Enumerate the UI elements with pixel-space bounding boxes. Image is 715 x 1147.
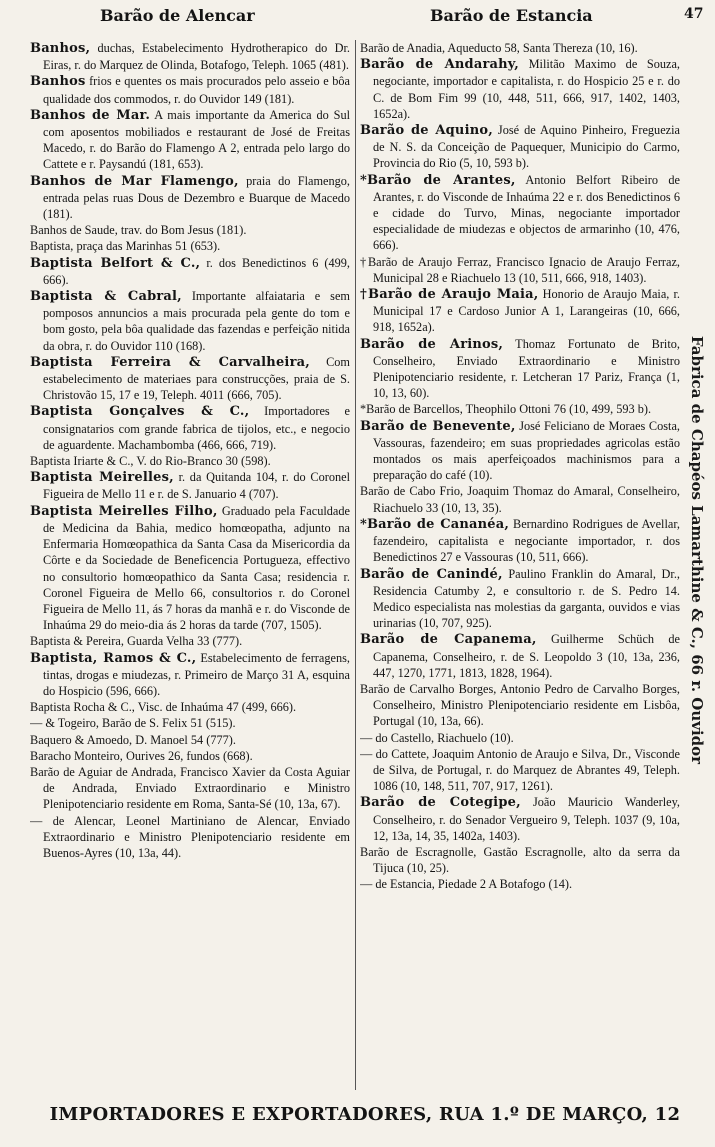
directory-entry bbox=[30, 403, 350, 453]
directory-entry bbox=[360, 844, 680, 876]
directory-entry bbox=[30, 73, 350, 106]
entry-text: duchas, Estabelecimento Hydrotherapico do Dr. Eiras, r. do Marquez de Olinda, Botafogo, Teleph. 1065 (481). bbox=[43, 41, 350, 73]
directory-entry bbox=[360, 56, 680, 122]
entry-text: Thomaz Fortunato de Brito, Conselheiro, Enviado Extraordinario e Ministro Plenipotenciario residente, r. Letcheran 17 Pariz, França (1, 10, 13, 60). bbox=[373, 336, 680, 401]
page-number: 47 bbox=[684, 6, 704, 22]
directory-entry bbox=[30, 107, 350, 173]
entry-text: — & Togeiro, Barão de S. Felix 51 (515). bbox=[30, 716, 236, 731]
directory-entry bbox=[30, 813, 350, 862]
directory-entry bbox=[360, 566, 680, 632]
directory-entry bbox=[360, 681, 680, 730]
directory-entry bbox=[360, 516, 680, 566]
entry-heading: Barão de Cotegipe, bbox=[360, 795, 521, 811]
entry-text: Barão de Escragnolle, Gastão Escragnolle, alto da serra da Tijuca (10, 25). bbox=[360, 844, 680, 876]
entry-heading: *Barão de Arantes, bbox=[360, 172, 516, 188]
entry-heading: Barão de Benevente, bbox=[360, 418, 516, 434]
directory-entry bbox=[360, 286, 680, 336]
header-right: Barão de Estancia bbox=[430, 6, 593, 25]
entry-text: r. dos Benedictinos 6 (499, 666). bbox=[43, 255, 350, 287]
entry-text: Bernardino Rodrigues de Avellar, fazendeiro, capitalista e negociante importador, r. dos Benedictinos 27 e Vassouras (10, 511, 666). bbox=[373, 516, 680, 565]
directory-entry bbox=[30, 503, 350, 634]
entry-text: †Barão de Araujo Ferraz, Francisco Ignacio de Araujo Ferraz, Municipal 28 e Riachuelo 13 (10, 511, 666, 918, 1403). bbox=[360, 254, 680, 285]
directory-entry bbox=[30, 354, 350, 404]
directory-entry bbox=[30, 453, 350, 469]
entry-text: Barão de Aguiar de Andrada, Francisco Xavier da Costa Aguiar de Andrada, Enviado Extraordinario e Ministro Plenipotenciario residente em Roma, Santa-Sé (10, 13a, 67). bbox=[30, 764, 350, 812]
directory-entry bbox=[30, 173, 350, 223]
entry-text: Baptista Rocha & C., Visc. de Inhaúma 47 (499, 666). bbox=[30, 700, 297, 715]
directory-entry bbox=[360, 122, 680, 172]
entry-text: Banhos de Saude, trav. do Bom Jesus (181). bbox=[30, 223, 247, 238]
directory-entry bbox=[360, 172, 680, 254]
directory-entry bbox=[360, 336, 680, 402]
entry-heading: Banhos de Mar Flamengo, bbox=[30, 173, 239, 189]
entry-heading: *Barão de Cananéa, bbox=[360, 516, 510, 532]
entry-heading: Baptista Belfort & C., bbox=[30, 255, 201, 271]
entry-text: Baptista Iriarte & C., V. do Rio-Branco 30 (598). bbox=[30, 454, 271, 469]
entry-text: Baptista & Pereira, Guarda Velha 33 (777). bbox=[30, 634, 243, 649]
entry-text: — de Alencar, Leonel Martiniano de Alencar, Enviado Extraordinario e Ministro Plenipotenciario residente em Buenos-Ayres (10, 13a, 44). bbox=[30, 813, 350, 860]
directory-entry bbox=[360, 254, 680, 286]
entry-heading: Banhos, bbox=[30, 41, 91, 56]
entry-text: José de Aquino Pinheiro, Freguezia de N. S. da Conceição de Paquequer, Municipio do Carmo, Provincia do Rio (5, 10, 593 b). bbox=[373, 123, 680, 171]
directory-entry bbox=[30, 255, 350, 288]
directory-entry bbox=[30, 748, 350, 764]
entry-heading: †Barão de Araujo Maia, bbox=[360, 287, 539, 303]
side-advert-text: Fabrica de Chapéos Lamarthine & C., 66 r. Ouvidor bbox=[688, 335, 706, 765]
directory-entry bbox=[30, 715, 350, 731]
directory-entry bbox=[30, 238, 350, 254]
left-column bbox=[30, 40, 350, 1090]
entry-text: Antonio Belfort Ribeiro de Arantes, r. do Visconde de Inhaúma 22 e r. dos Benedictinos 6 e cidade do Turvo, Minas, negociante importador especialidade de miudezas e objectos de armarinho (10, 476, 666). bbox=[373, 172, 680, 253]
entry-heading: Barão de Arinos, bbox=[360, 336, 504, 352]
entry-heading: Barão de Canindé, bbox=[360, 566, 503, 582]
entry-text: praia do Flamengo, entrada pelas ruas Dous de Dezembro e Buarque de Macedo (181). bbox=[43, 173, 350, 222]
directory-entry bbox=[360, 794, 680, 844]
entry-text: Importadores e consignatarios com grande fabrica de tijolos, etc., e negocio de aguardente. Machambomba (466, 666, 719). bbox=[43, 404, 350, 452]
entry-heading: Baptista Gonçalves & C., bbox=[30, 404, 250, 420]
entry-heading: Banhos bbox=[30, 74, 86, 90]
entry-text: Paulino Franklin do Amaral, Dr., Residencia Catumby 2, e consultorio r. de S. Pedro 14. Medico especialista nas molestias da garganta, ouvidos e vias urinarias (10, 707, 925). bbox=[373, 566, 680, 631]
right-column bbox=[360, 40, 680, 1090]
entry-text: A mais importante da America do Sul com aposentos mobiliados e restaurant de José de Freitas Macedo, r. do Barão do Flamengo A 2, entrada pelo largo do Cattete e r. Paysandú (181, 653). bbox=[43, 107, 350, 172]
directory-entry bbox=[30, 633, 350, 649]
directory-entry bbox=[360, 418, 680, 484]
entry-text: Estabelecimento de ferragens, tintas, drogas e miudezas, r. Primeiro de Março 31 A, esquina do Hospicio (596, 666). bbox=[43, 650, 350, 698]
column-divider bbox=[355, 40, 356, 1090]
entry-text: Baquero & Amoedo, D. Manoel 54 (777). bbox=[30, 732, 236, 747]
directory-entry bbox=[360, 40, 680, 56]
entry-heading: Baptista Meirelles Filho, bbox=[30, 503, 218, 519]
directory-entry bbox=[30, 699, 350, 715]
entry-text: — de Estancia, Piedade 2 A Botafogo (14). bbox=[360, 877, 573, 892]
entry-text: Baracho Monteiro, Ourives 26, fundos (668). bbox=[30, 748, 253, 763]
entry-text: — do Castello, Riachuelo (10). bbox=[360, 730, 514, 745]
entry-text: frios e quentes os mais procurados pelo asseio e bôa qualidade dos commodos, r. do Ouvidor 149 (181). bbox=[43, 74, 350, 106]
directory-entry bbox=[30, 469, 350, 502]
footer-advertisement: IMPORTADORES E EXPORTADORES, RUA 1.º DE MARÇO, 12 bbox=[49, 1104, 681, 1125]
directory-entry bbox=[30, 650, 350, 700]
entry-text: Barão de Anadia, Aqueducto 58, Santa Thereza (10, 16). bbox=[360, 41, 638, 55]
entry-heading: Baptista, Ramos & C., bbox=[30, 650, 197, 666]
entry-heading: Baptista & Cabral, bbox=[30, 289, 182, 305]
entry-text: Militão Maximo de Souza, negociante, importador e capitalista, r. do Hospicio 25 e r. do C. de Bom Fim 99 (10, 448, 511, 666, 917, 1402, 1403, 1652a). bbox=[373, 57, 680, 121]
entry-text: Barão de Carvalho Borges, Antonio Pedro de Carvalho Borges, Conselheiro, Ministro Plenipotenciario residente em Lisbôa, Portugal (10, 13a, 66). bbox=[360, 681, 680, 729]
directory-entry bbox=[30, 732, 350, 748]
entry-text: r. da Quitanda 104, r. do Coronel Figueira de Mello 11 e r. de S. Januario 4 (707). bbox=[43, 470, 350, 502]
entry-text: João Mauricio Wanderley, Conselheiro, r. do Senador Vergueiro 9, Teleph. 1037 (9, 10a, 12, 13a, 14, 35, 1402a, 1403). bbox=[373, 795, 680, 843]
entry-text: *Barão de Barcellos, Theophilo Ottoni 76 (10, 499, 593 b). bbox=[360, 402, 652, 417]
directory-entry bbox=[360, 401, 680, 417]
entry-text: Importante alfaiataria e sem pomposos annuncios a mais procurada pela gente do tom e bom gosto, pela bôa qualidade das fazendas e perfeição nitida da obra, r. do Ouvidor 110 (168). bbox=[43, 289, 350, 353]
entry-text: Com estabelecimento de materiaes para construcções, praia de S. Christovão 15, 17 e 19, Teleph. 4011 (666, 705). bbox=[43, 354, 350, 403]
entry-heading: Baptista Ferreira & Carvalheira, bbox=[30, 354, 310, 370]
running-header bbox=[0, 4, 715, 28]
entry-heading: Barão de Capanema, bbox=[360, 632, 537, 648]
directory-entry bbox=[30, 288, 350, 354]
directory-entry bbox=[30, 40, 350, 73]
directory-entry bbox=[30, 222, 350, 238]
entry-text: Barão de Cabo Frio, Joaquim Thomaz do Amaral, Conselheiro, Riachuelo 33 (10, 13, 35). bbox=[360, 484, 680, 515]
entry-heading: Baptista Meirelles, bbox=[30, 470, 174, 486]
entry-text: José Feliciano de Moraes Costa, Vassouras, fazendeiro; em suas propriedades agricolas estão montados os mais aperfeiçoados machinismos para a preparação do café (10). bbox=[373, 418, 680, 483]
directory-entry bbox=[360, 746, 680, 795]
entry-heading: Barão de Andarahy, bbox=[360, 57, 520, 73]
entry-text: Honorio de Araujo Maia, r. Municipal 17 e Cardoso Junior A 1, Larangeiras (10, 666, 918, 1652a). bbox=[373, 287, 680, 335]
directory-entry bbox=[360, 631, 680, 681]
directory-entry bbox=[30, 764, 350, 813]
entry-text: Guilherme Schüch de Capanema, Conselheiro, r. de S. Leopoldo 3 (10, 13a, 236, 447, 1270, 1771, 1813, 1828, 1964). bbox=[373, 632, 680, 680]
entry-text: Graduado pela Faculdade de Medicina da Bahia, medico homœopatha, adjunto na Enfermaria Homœopathica da Santa Casa da Misericordia da Côrte e da Sociedade de Beneficencia Portugueza, effectivo no consultorio homœopathico da Santa Casa; residencia r. Coronel Figueira de Mello 66, consultorios r. do Coronel Figueira de Mello 11, ás 7 horas da manhã e r. do Visconde de Inhaúma 29 do meio-dia ás 2 horas da tarde (707, 1505). bbox=[43, 503, 350, 633]
entry-text: Baptista, praça das Marinhas 51 (653). bbox=[30, 239, 221, 254]
directory-entry bbox=[360, 876, 680, 892]
entry-text: — do Cattete, Joaquim Antonio de Araujo e Silva, Dr., Visconde de Silva, de Portugal, r. do Marquez de Abrantes 49, Teleph. 1086 (10, 148, 511, 707, 917, 1261). bbox=[360, 746, 680, 794]
side-advertisement bbox=[684, 70, 710, 1030]
directory-entry bbox=[360, 483, 680, 515]
header-left: Barão de Alencar bbox=[100, 6, 255, 25]
entry-heading: Barão de Aquino, bbox=[360, 123, 493, 139]
entry-heading: Banhos de Mar. bbox=[30, 107, 151, 123]
directory-entry bbox=[360, 730, 680, 746]
